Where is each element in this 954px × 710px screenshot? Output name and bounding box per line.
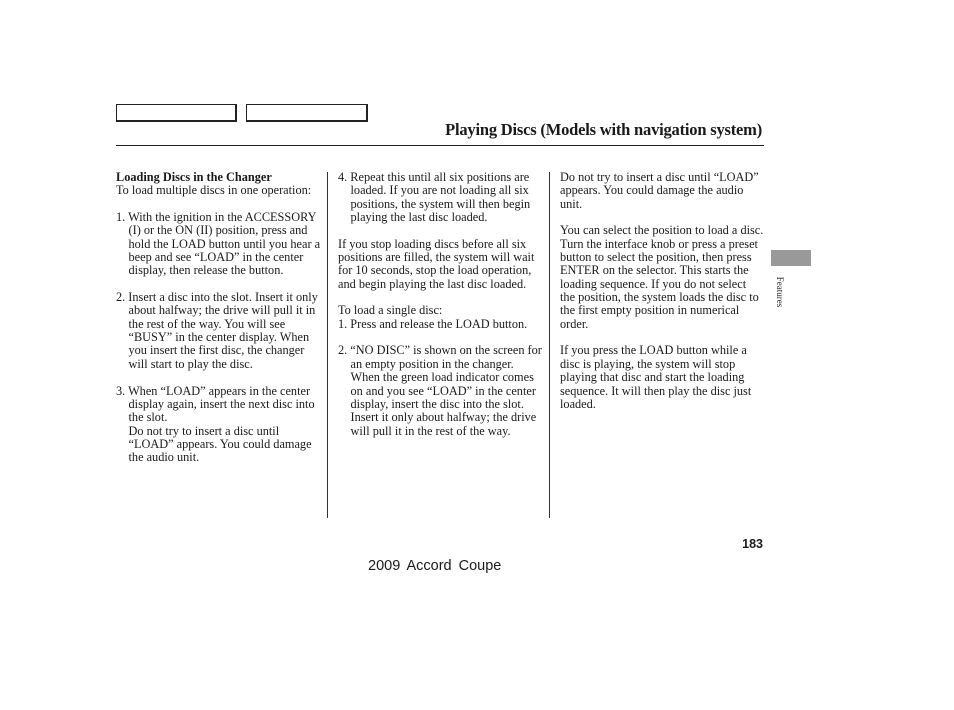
section-tab-marker [771,250,811,266]
section-heading: Loading Discs in the Changer [116,170,272,184]
column-1 [116,171,324,465]
paragraph-3: If you press the LOAD button while a disc is playing, the system will stop playing that disc and start the loading sequence. It will then play the disc just loaded. [560,343,752,411]
step-4: 4. Repeat this until all six positions are loaded. If you are not loading all six positions, the system will then begin playing the last disc loaded. [338,170,531,225]
column-divider-1 [327,172,328,518]
step-1: 1. With the ignition in the ACCESSORY (I) or the ON (II) position, press and hold the LOAD button until you hear a beep and see “LOAD” in the center display, then release the button. [116,210,321,278]
single-step-2: 2. “NO DISC” is shown on the screen for an empty position in the changer. When the green load indicator comes on and you see “LOAD” in the center display, insert the disc into the slot. Insert it only about halfway; the drive will pull it in the rest of the way. [338,343,542,438]
header-tab-box-right [246,104,368,122]
title-divider [116,145,764,146]
intro-text: To load multiple discs in one operation: [116,183,312,198]
single-step-1: 1. Press and release the LOAD button. [338,316,528,331]
section-label: Features [775,276,785,308]
page-title: Playing Discs (Models with navigation system) [445,120,762,139]
paragraph-1: Do not try to insert a disc until “LOAD” appears. You could damage the audio unit. [560,170,759,211]
step-3-note: Do not try to insert a disc until “LOAD” appears. You could damage the audio unit. [128,423,312,465]
page-number: 183 [742,537,763,551]
step-2: 2. Insert a disc into the slot. Insert it only about halfway; the drive will pull it in the rest of the way. You will see “BUSY” in the center display. When you insert the first disc, the changer will start to play the disc. [116,290,318,371]
paragraph-2: You can select the position to load a disc. Turn the interface knob or press a preset button to select the position, then press ENTER on the selector. This starts the loading sequence. If you do not select the position, the system loads the disc to the first empty position in numerical order. [560,223,764,331]
single-disc-intro: To load a single disc: [338,303,443,318]
stop-loading-paragraph: If you stop loading discs before all six positions are filled, the system will wait for 10 seconds, stop the load operation, and begin playing the last disc loaded. [338,236,535,291]
column-2 [338,171,544,438]
column-3 [560,171,764,411]
footer-model: 2009 Accord Coupe [368,558,502,574]
header-tab-box-left [116,104,237,122]
column-divider-2 [549,172,550,518]
step-3: 3. When “LOAD” appears in the center display again, insert the next disc into the slot. [116,383,315,425]
